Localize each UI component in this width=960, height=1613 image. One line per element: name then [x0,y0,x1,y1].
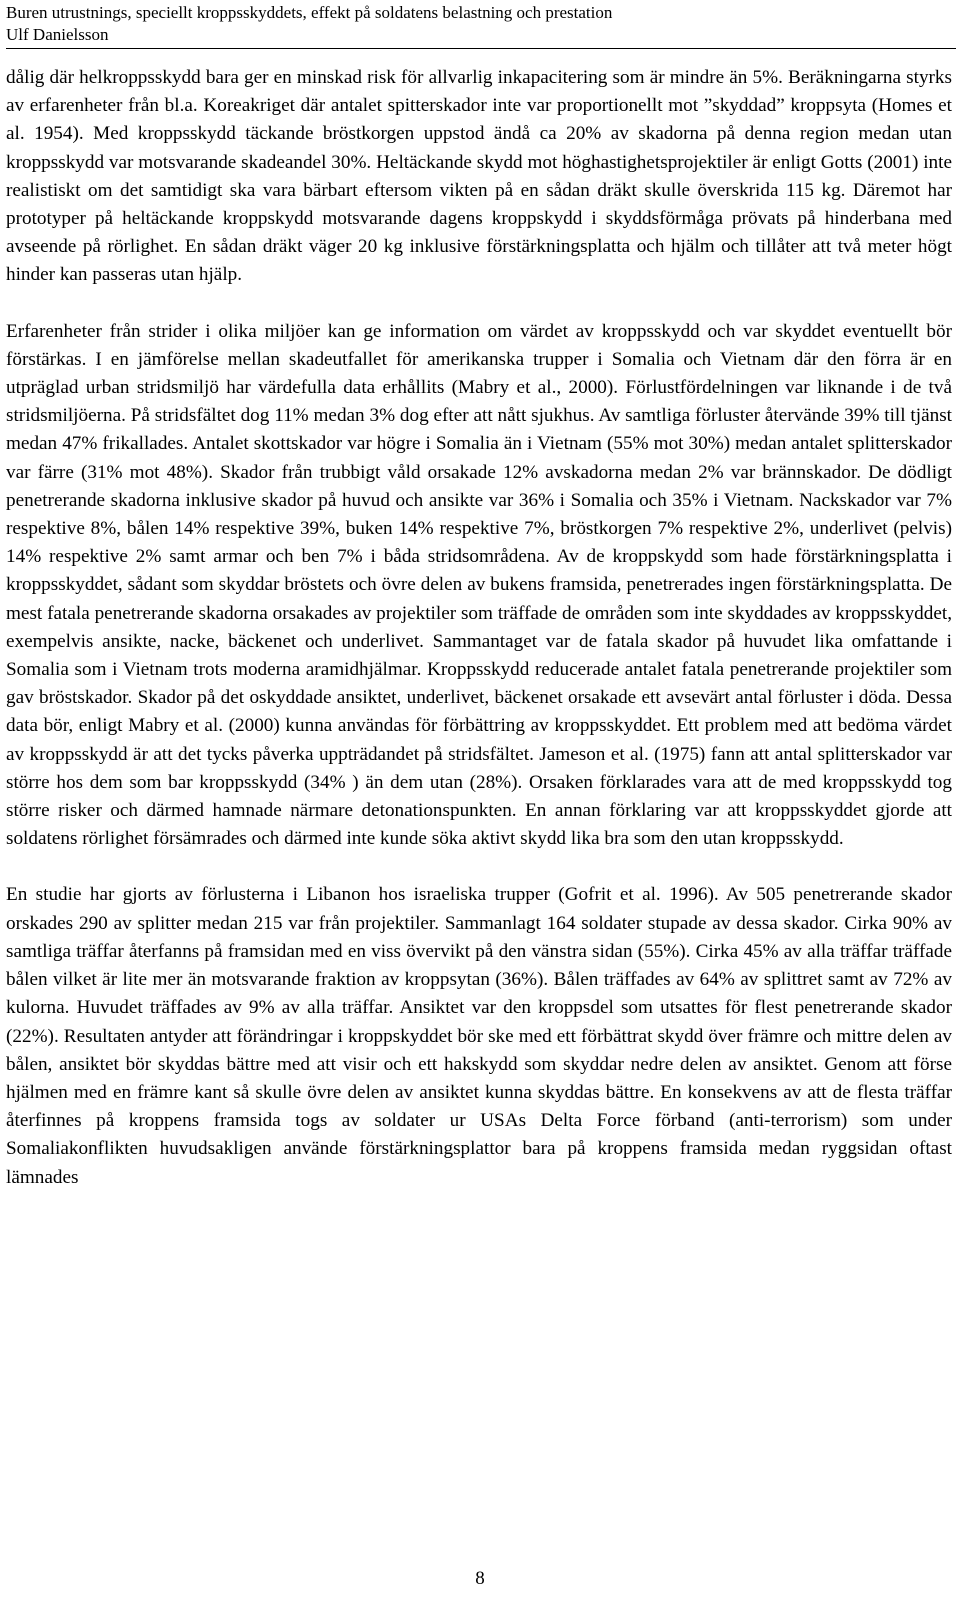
header-author: Ulf Danielsson [6,25,109,44]
running-header [6,2,956,49]
paragraph: Erfarenheter från strider i olika miljöer kan ge information om värdet av kroppsskydd och var skyddet eventuellt bör förstärkas. I en jämförelse mellan skadeutfallet för amerikanska trupper i Somalia och Vietnam där den förra är en utpräglad urban stridsmiljö har värdefulla data erhållits (Mabry et al., 2000). Förlustfördelningen var liknande i de två stridsmiljöerna. På stridsfältet dog 11% medan 3% dog efter att nått sjukhus. Av samtliga förluster återvände 39% till tjänst medan 47% frikallades. Antalet skottskador var högre i Somalia än i Vietnam (55% mot 30%) medan antalet splitterskador var färre (31% mot 48%). Skador från trubbigt våld orsakade 12% avskadorna medan 2% var brännskador. De dödligt penetrerande skadorna inklusive skador på huvud och ansikte var 36% i Somalia och 35% i Vietnam. Nackskador var 7% respektive 8%, bålen 14% respektive 39%, buken 14% respektive 7%, bröstkorgen 7% respektive 2%, underlivet (pelvis) 14% respektive 2% samt armar och ben 7% i båda stridsområdena. Av de kroppskydd som hade förstärkningsplatta i kroppsskyddet, sådant som skyddar bröstets och övre delen av bukens framsida, penetrerades ingen förstärkningsplatta. De mest fatala penetrerande skadorna orsakades av projektiler som träffade de områden som inte skyddades av kroppsskyddet, exempelvis ansikte, nacke, bäckenet och underlivet. Sammantaget var de fatala skador på huvudet lika omfattande i Somalia som i Vietnam trots moderna aramidhjälmar. Kroppsskydd reducerade antalet fatala penetrerande projektiler som gav bröstskador. Skador på det oskyddade ansiktet, underlivet, bäckenet orsakade ett avsevärt antal förluster i döda. Dessa data bör, enligt Mabry et al. (2000) kunna användas för förbättring av kroppsskyddet. Ett problem med att bedöma värdet av kroppsskydd är att det tycks påverka uppträdandet på stridsfältet. Jameson et al. (1975) fann att antal splitterskador var större hos dem som bar kroppsskydd (34% ) än dem utan (28%). Orsaken förklarades vara att de med kroppsskydd tog större risker och därmed hamnade närmare detonationspunkten. En annan förklaring var att kroppsskyddet gjorde att soldatens rörlighet försämrades och därmed inte kunde söka aktivt skydd lika bra som den utan kroppsskydd. [6,320,952,850]
paragraph: En studie har gjorts av förlusterna i Libanon hos israeliska trupper (Gofrit et al. 1996). Av 505 penetrerande skador orskades 290 av splitter medan 215 var från projektiler. Sammanlagt 164 soldater stupade av dessa skador. Cirka 90% av samtliga träffar återfanns på framsidan med en viss övervikt på den vänstra sidan (55%). Cirka 45% av alla träffar träffade bålen vilket är lite mer än motsvarande fraktion av kroppsytan (36%). Bålen träffades av 64% av splittret samt av 72% av kulorna. Huvudet träffades av 9% av alla träffar. Ansiktet var den kroppsdel som utsattes för flest penetrerande skador (22%). Resultaten antyder att förändringar i kroppskyddet bör ske med ett förbättrat skydd över främre och mittre delen av bålen, ansiktet bör skyddas bättre med att visir och ett hakskydd som skyddar nedre delen av ansiktet. Genom att förse hjälmen med en främre kant så skulle övre delen av ansiktet kunna skyddas bättre. En konsekvens av att de flesta träffar återfinnes på kroppens framsida togs av soldater ur USAs Delta Force förband (anti-terrorism) som under Somaliakonflikten huvudsakligen använde förstärkningsplattor bara på kroppens framsida medan ryggsidan oftast lämnades [6,884,952,1188]
paragraph: dålig där helkroppsskydd bara ger en minskad risk för allvarlig inkapacitering som är mindre än 5%. Beräkningarna styrks av erfarenheter från bl.a. Koreakriget där antalet spitterskador inte var proportionellt mot ”skyddad” kroppsyta (Homes et al. 1954). Med kroppsskydd täckande bröstkorgen uppstod ändå ca 20% av skadorna på denna region medan utan kroppsskydd var motsvarande skadeandel 30%. Heltäckande skydd mot höghastighetsprojektiler är enligt Gotts (2001) inte realistiskt om det samtidigt ska vara bärbart eftersom vikten på en sådan dräkt skulle överskrida 115 kg. Däremot har prototyper på heltäckande kroppskydd motsvarande dagens kroppskydd i skyddsförmåga prövats på hinderbana med avseende på rörlighet. En sådan dräkt väger 20 kg inklusive förstärkningsplatta och hjälm och tillåter att två meter högt hinder kan passeras utan hjälp. [6,67,952,286]
document-body [6,64,952,1192]
page-number: 8 [475,1568,485,1589]
header-title: Buren utrustnings, speciellt kroppsskyddets, effekt på soldatens belastning och prestation [6,3,613,22]
